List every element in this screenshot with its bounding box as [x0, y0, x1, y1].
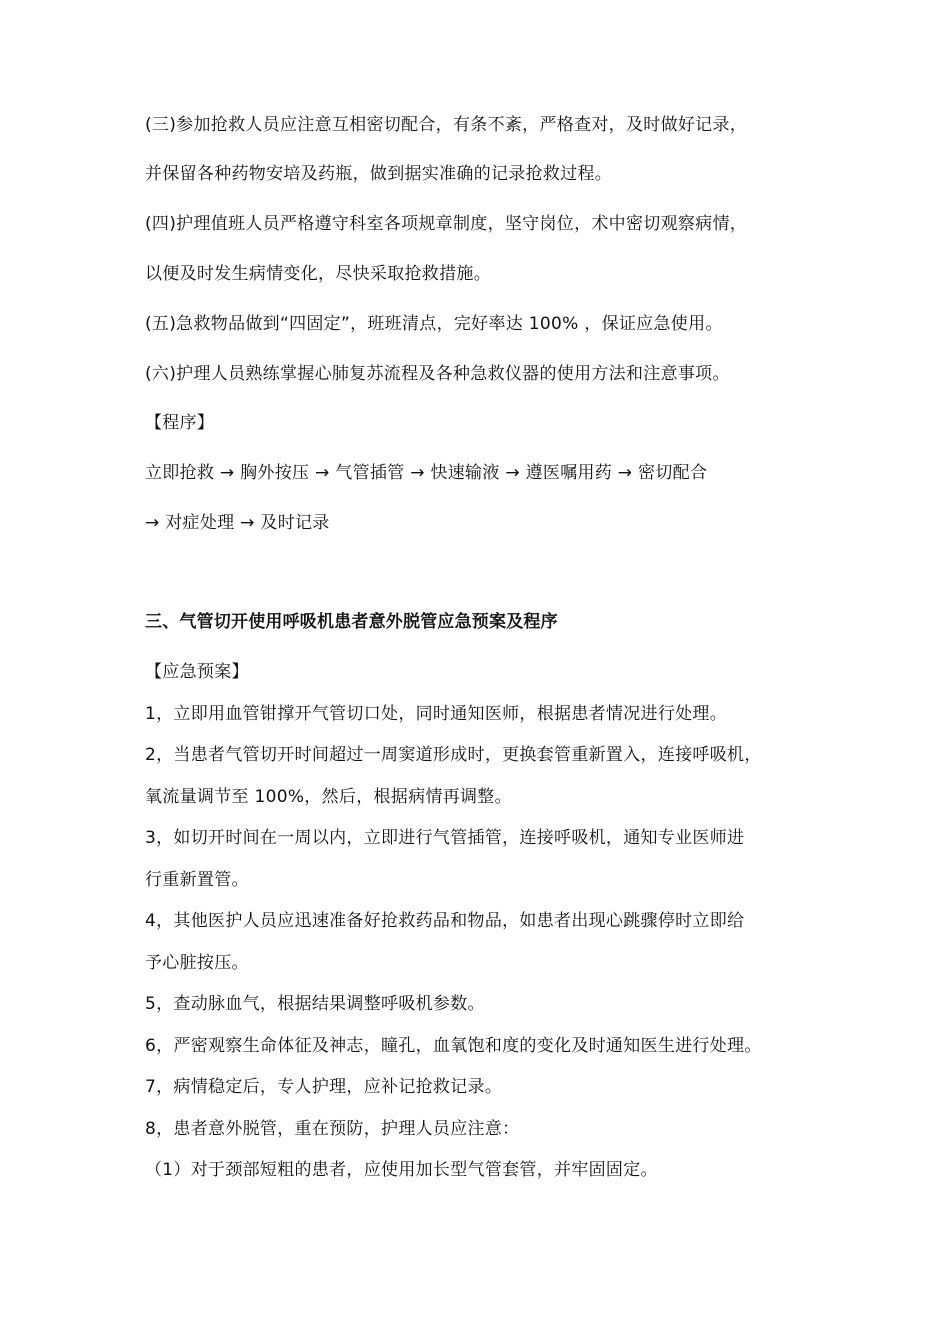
paragraph-item-4-line-2: 以便及时发生病情变化，尽快采取抢救措施。: [145, 264, 491, 284]
plan-item-2-line-1: 2，当患者气管切开时间超过一周窦道形成时，更换套管重新置入，连接呼吸机，: [145, 745, 762, 765]
section-3-title: 三、气管切开使用呼吸机患者意外脱管应急预案及程序: [145, 612, 558, 632]
plan-item-8: 8，患者意外脱管，重在预防，护理人员应注意：: [145, 1119, 520, 1139]
emergency-plan-heading: 【应急预案】: [145, 662, 249, 682]
plan-item-8-sub-1: （1）对于颈部短粗的患者，应使用加长型气管套管，并牢固固定。: [145, 1160, 658, 1180]
paragraph-item-5: (五)急救物品做到“四固定”，班班清点，完好率达 100% ，保证应急使用。: [145, 314, 723, 334]
procedure-flow-line-2: → 对症处理 → 及时记录: [145, 513, 330, 533]
paragraph-item-4-line-1: (四)护理值班人员严格遵守科室各项规章制度，坚守岗位，术中密切观察病情，: [145, 214, 748, 234]
plan-item-4-line-2: 予心脏按压。: [145, 953, 249, 973]
plan-item-7: 7，病情稳定后，专人护理，应补记抢救记录。: [145, 1077, 503, 1097]
procedure-heading: 【程序】: [145, 413, 215, 433]
plan-item-4-line-1: 4，其他医护人员应迅速准备好抢救药品和物品，如患者出现心跳骤停时立即给: [145, 911, 745, 931]
plan-item-3-line-1: 3，如切开时间在一周以内，立即进行气管插管，连接呼吸机，通知专业医师进: [145, 828, 745, 848]
plan-item-3-line-2: 行重新置管。: [145, 870, 249, 890]
plan-item-6: 6，严密观察生命体征及神志，瞳孔，血氧饱和度的变化及时通知医生进行处理。: [145, 1036, 762, 1056]
plan-item-2-line-2: 氧流量调节至 100%，然后，根据病情再调整。: [145, 787, 512, 807]
plan-item-5: 5，查动脉血气，根据结果调整呼吸机参数。: [145, 994, 485, 1014]
paragraph-item-3-line-1: (三)参加抢救人员应注意互相密切配合，有条不紊，严格查对，及时做好记录，: [145, 115, 748, 135]
paragraph-item-6: (六)护理人员熟练掌握心肺复苏流程及各种急救仪器的使用方法和注意事项。: [145, 364, 730, 384]
paragraph-item-3-line-2: 并保留各种药物安培及药瓶，做到据实准确的记录抢救过程。: [145, 164, 613, 184]
plan-item-1: 1，立即用血管钳撑开气管切口处，同时通知医师，根据患者情况进行处理。: [145, 704, 728, 724]
procedure-flow-line-1: 立即抢救 → 胸外按压 → 气管插管 → 快速输液 → 遵医嘱用药 → 密切配合: [145, 463, 708, 483]
